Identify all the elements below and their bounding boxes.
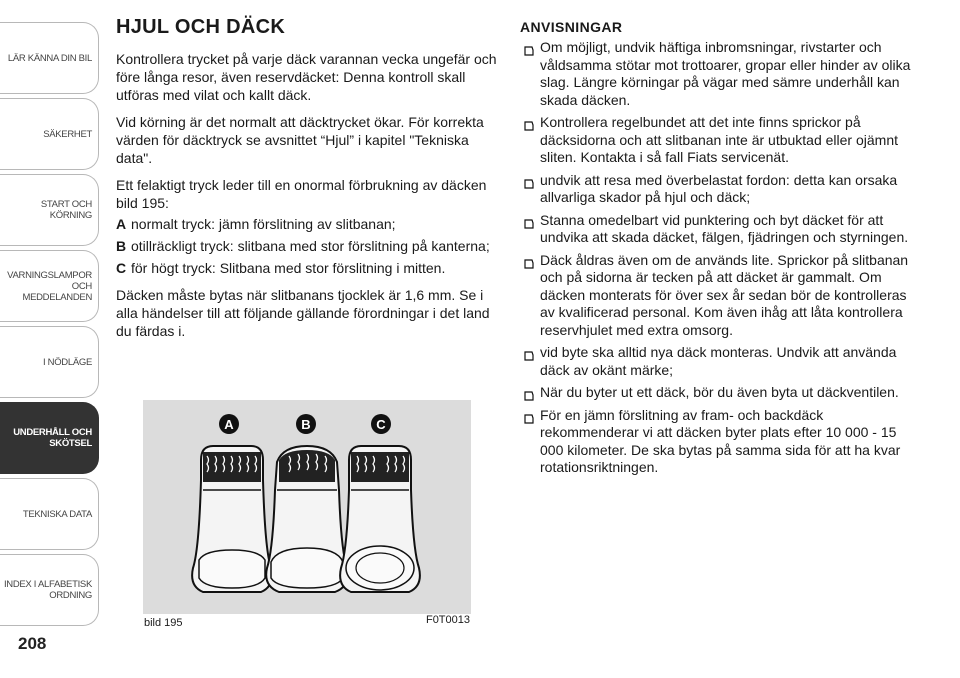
bullet-icon — [524, 176, 534, 194]
list-item — [520, 212, 915, 247]
tab-underhall-och-skotsel[interactable] — [0, 402, 99, 474]
tire-wear-figure — [143, 400, 471, 614]
figure-code: F0T0013 — [425, 614, 470, 626]
tab-label: SÄKERHET — [43, 128, 92, 140]
svg-text:B: B — [301, 417, 311, 432]
item-text: normalt tryck: jämn förslitning av slitbanan; — [131, 216, 396, 232]
page-title: HJUL OCH DÄCK — [116, 16, 286, 38]
list-item — [520, 39, 915, 109]
tab-i-nodlage[interactable] — [0, 326, 99, 398]
tab-label: I NÖDLÄGE — [42, 356, 92, 368]
list-item — [116, 237, 498, 255]
tire-b — [266, 446, 348, 592]
item-letter: A — [116, 216, 127, 232]
label-c — [371, 414, 391, 434]
svg-text:C: C — [376, 417, 386, 432]
tab-sakerhet[interactable] — [0, 98, 99, 170]
bullet-icon — [524, 348, 534, 366]
list-item — [520, 172, 915, 207]
figure-caption-label: bild 195 — [144, 617, 183, 629]
item-text: otillräckligt tryck: slitbana med stor förslitning på kanterna; — [131, 238, 490, 254]
tab-label: UNDERHÅLL OCH SKÖTSEL — [13, 427, 92, 449]
bullet-text: Stanna omedelbart vid punktering och byt däcket för att undvika att skada däcket, fälgen, fjädringen och styrningen. — [540, 211, 909, 245]
bullet-icon — [524, 256, 534, 274]
item-letter: B — [116, 238, 127, 254]
bullet-icon — [524, 118, 534, 136]
bullet-icon — [524, 388, 534, 406]
tab-label: VARNINGSLAMPOR OCH MEDDELANDEN — [7, 269, 92, 303]
paragraph: Vid körning är det normalt att däcktrycket ökar. För korrekta värden för däcktryck se avsnittet “Hjul” i kapitel "Tekniska data". — [116, 114, 484, 166]
tire-a — [192, 446, 272, 592]
page-number: 208 — [18, 634, 47, 653]
bullet-text: vid byte ska alltid nya däck monteras. Undvik att använda däck av okänt märke; — [540, 344, 897, 378]
bullet-text: Däck åldras även om de används lite. Sprickor på slitbanan och på sidorna är tecken på att däcket är gammalt. Om däcken monterats för över sex år sedan bör de kontrolleras av kvalificerad personal. Kom även ihåg att låta kontrollera reservhjulet med extra omsorg. — [540, 251, 909, 338]
tab-label: TEKNISKA DATA — [22, 508, 92, 520]
list-item — [116, 259, 498, 277]
tire-illustration — [143, 400, 471, 614]
bullet-icon — [524, 216, 534, 234]
item-text: för högt tryck: Slitbana med stor förslitning i mitten. — [131, 260, 446, 276]
tab-label: LÄR KÄNNA DIN BIL — [7, 52, 92, 64]
list-item — [520, 114, 915, 167]
figure-caption — [143, 614, 471, 631]
tire-c — [340, 446, 420, 592]
tab-label: INDEX I ALFABETISK ORDNING — [3, 579, 92, 601]
paragraph: Kontrollera trycket på varje däck varannan vecka ungefär och före långa resor, även reservdäcket: Denna kontroll skall utföras med vilat och kallt däck. — [116, 51, 497, 103]
label-a — [219, 414, 239, 434]
tab-tekniska-data[interactable] — [0, 478, 99, 550]
bullet-text: Kontrollera regelbundet att det inte finns sprickor på däcksidorna och att slitbanan inte är utbuktad eller ojämnt sliten. Kontakta i så fall Fiats servicenät. — [540, 114, 898, 165]
tab-varningslampor[interactable] — [0, 250, 99, 322]
bullet-icon — [524, 411, 534, 429]
list-item — [520, 252, 915, 340]
tab-start-och-korning[interactable] — [0, 174, 99, 246]
section-heading: ANVISNINGAR — [520, 19, 623, 35]
bullet-text: För en jämn förslitning av fram- och backdäck rekommenderar vi att däcken byter plats efter 10 000 - 15 000 kilometer. De ska bytas på samma sida för att ha kvar rotationsriktningen. — [540, 406, 901, 475]
bullet-text: Om möjligt, undvik häftiga inbromsningar, rivstarter och våldsamma stötar mot trottoarer, gropar eller hinder av olika slag. Längre körningar på vägar med sämre underhåll kan skada däcken. — [540, 39, 911, 108]
list-item — [116, 215, 498, 233]
right-column — [520, 18, 915, 482]
tab-lar-kanna-din-bil[interactable] — [0, 22, 99, 94]
svg-text:A: A — [224, 417, 234, 432]
list-item — [520, 407, 915, 477]
list-item — [520, 344, 915, 379]
tab-index[interactable] — [0, 554, 99, 626]
chapter-sidebar — [0, 0, 100, 678]
bullet-text: När du byter ut ett däck, bör du även byta ut däckventilen. — [540, 384, 899, 400]
bullet-icon — [524, 43, 534, 61]
bullet-text: undvik att resa med överbelastat fordon: detta kan orsaka allvarliga skador på hjul och däck; — [540, 171, 898, 205]
paragraph: Däcken måste bytas när slitbanans tjocklek är 1,6 mm. Se i alla händelser till att följande gällande förordningar i det land du färdas i. — [116, 287, 490, 339]
paragraph: Ett felaktigt tryck leder till en onormal förbrukning av däcken bild 195: — [116, 177, 487, 211]
list-item — [520, 384, 915, 402]
left-column — [116, 14, 498, 349]
item-letter: C — [116, 260, 127, 276]
label-b — [296, 414, 316, 434]
tab-label: START OCH KÖRNING — [40, 199, 92, 221]
